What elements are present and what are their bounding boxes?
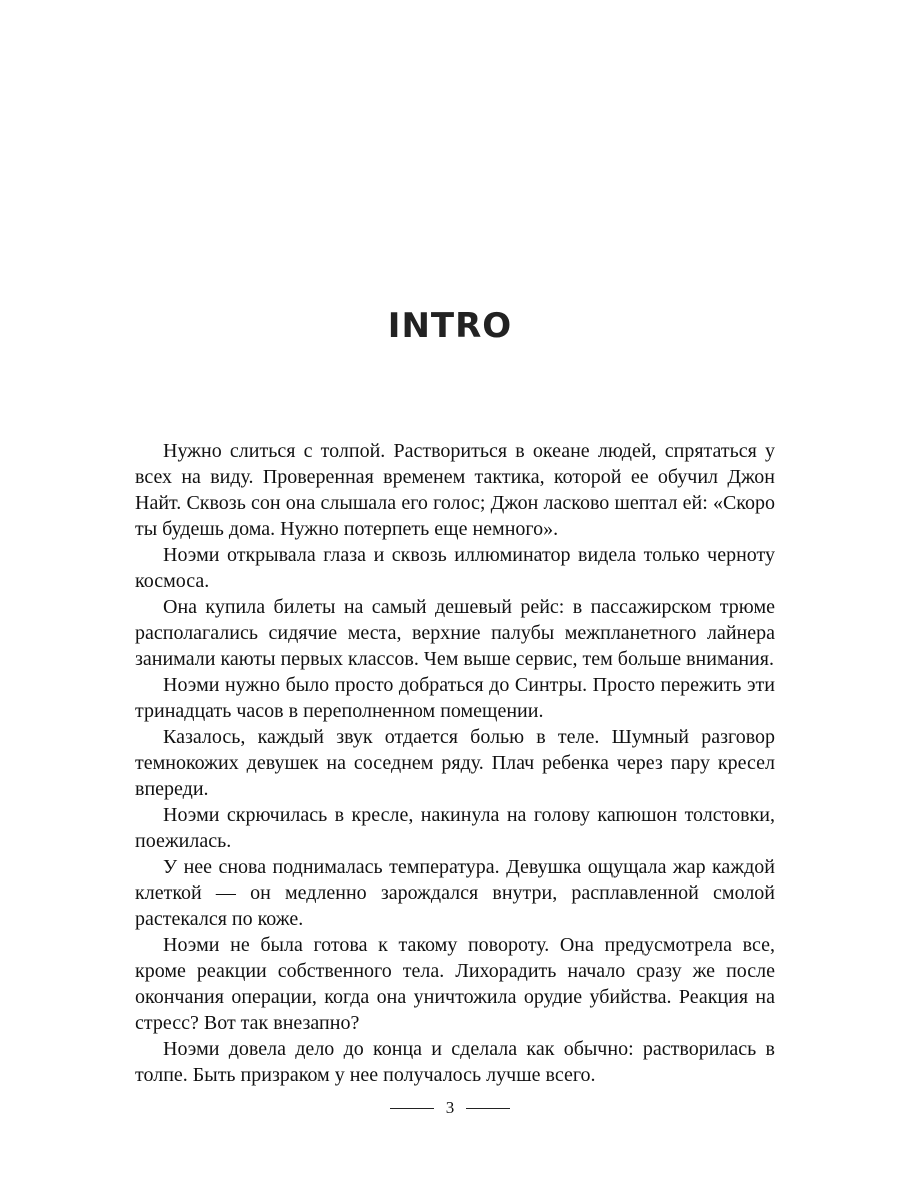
paragraph: У нее снова поднималась температура. Девушка ощущала жар каждой клеткой — он медленно зарождался внутри, расплавленной смолой растекался по коже.	[135, 856, 775, 930]
paragraph: Ноэми открывала глаза и сквозь иллюминатор видела только черноту космоса.	[135, 544, 775, 592]
page-footer	[0, 1098, 900, 1118]
paragraph: Ноэми скрючилась в кресле, накинула на голову капюшон толстовки, поежилась.	[135, 804, 775, 852]
paragraph: Казалось, каждый звук отдается болью в теле. Шумный разговор темнокожих девушек на соседнем ряду. Плач ребенка через пару кресел впереди.	[135, 726, 775, 800]
paragraph: Нужно слиться с толпой. Раствориться в океане людей, спрятаться у всех на виду. Проверенная временем тактика, которой ее обучил Джон Найт. Сквозь сон она слышала его голос; Джон ласково шептал ей: «Скоро ты будешь дома. Нужно потерпеть еще немного».	[135, 440, 775, 540]
paragraph: Ноэми нужно было просто добраться до Синтры. Просто пережить эти тринадцать часов в переполненном помещении.	[135, 674, 775, 722]
footer-rule-left	[390, 1108, 434, 1109]
page-number: 3	[445, 1098, 455, 1117]
footer-rule-right	[466, 1108, 510, 1109]
paragraph: Она купила билеты на самый дешевый рейс: в пассажирском трюме располагались сидячие места, верхние палубы межпланетного лайнера занимали каюты первых классов. Чем выше сервис, тем больше внимания.	[135, 596, 775, 670]
chapter-title: INTRO	[387, 306, 513, 346]
chapter-body	[135, 438, 775, 1088]
paragraph: Ноэми не была готова к такому повороту. Она предусмотрела все, кроме реакции собственного тела. Лихорадить начало сразу же после окончания операции, когда она уничтожила орудие убийства. Реакция на стресс? Вот так внезапно?	[135, 934, 775, 1034]
paragraph: Ноэми довела дело до конца и сделала как обычно: растворилась в толпе. Быть призраком у нее получалось лучше всего.	[135, 1038, 775, 1086]
